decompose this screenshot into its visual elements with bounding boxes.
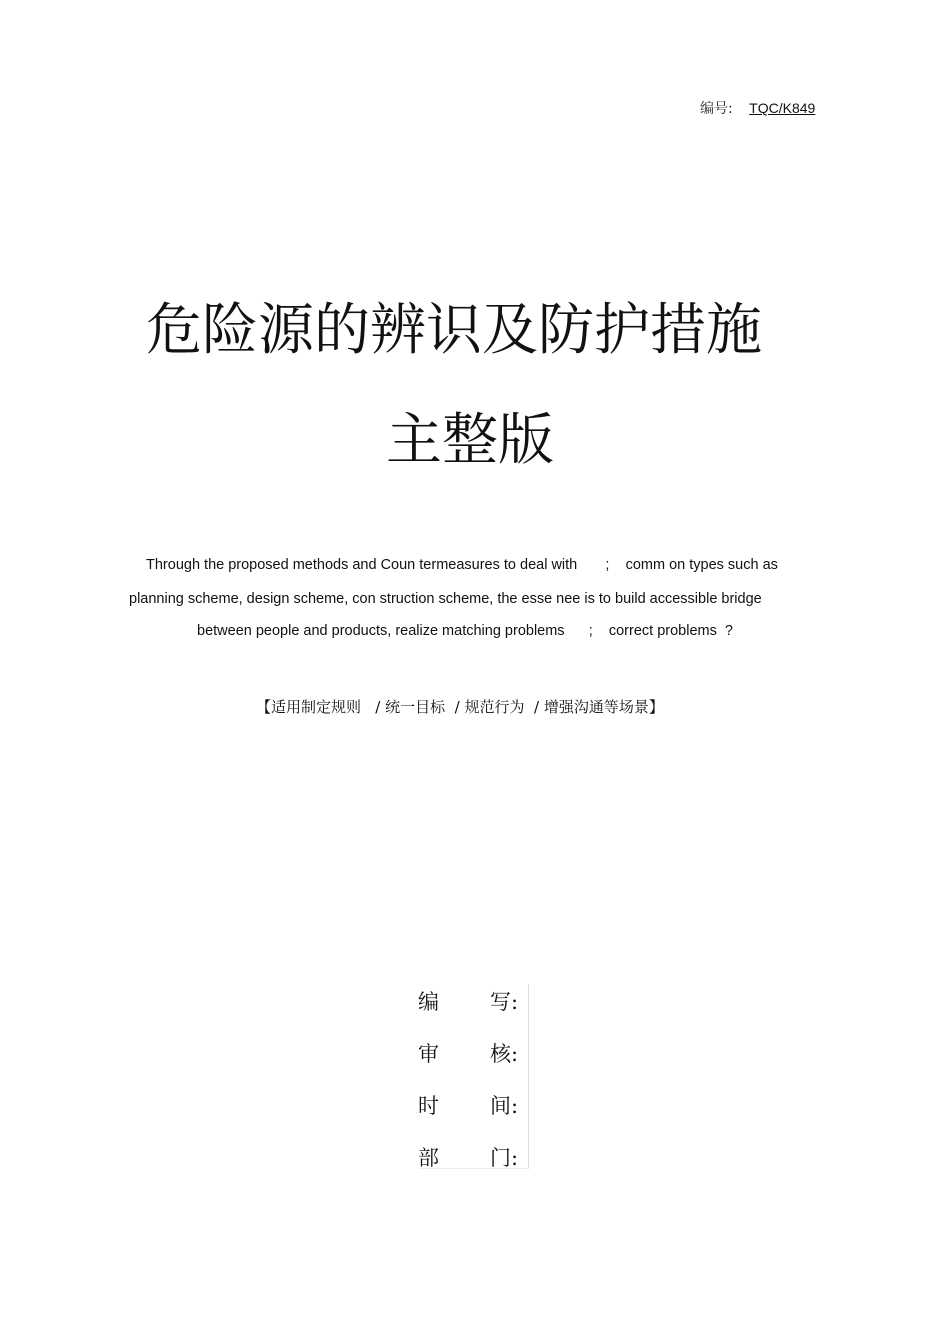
description-line-1: Through the proposed methods and Coun termeasures to deal with ; comm on types such as: [146, 557, 778, 573]
document-title-line-2: 主整版: [386, 408, 554, 473]
signature-row-department: [418, 1142, 520, 1172]
document-title-line-1: 危险源的辨识及防护措施: [146, 298, 762, 363]
signature-label-part1: 编: [418, 990, 439, 1014]
document-number-label: 编号:: [700, 101, 733, 117]
document-number-value: TQC/K849: [749, 100, 816, 116]
signature-label-part1: 部: [418, 1146, 439, 1170]
signature-label-part1: 时: [418, 1094, 439, 1118]
signature-block: [418, 984, 529, 1169]
signature-label-part2: 门:: [490, 1146, 519, 1170]
applicable-scenes: 【适用制定规则 / 统一目标 / 规范行为 / 增强沟通等场景】: [256, 698, 664, 716]
signature-label-part2: 写:: [490, 990, 519, 1014]
description-line-2: planning scheme, design scheme, con struction scheme, the esse nee is to build accessible bridge: [129, 591, 762, 607]
description-line-3: between people and products, realize matching problems ; correct problems ?: [197, 623, 733, 639]
signature-label-part1: 审: [418, 1042, 439, 1066]
signature-row-date: [418, 1090, 520, 1120]
document-number: [700, 98, 819, 118]
signature-row-author: [418, 986, 520, 1016]
signature-row-reviewer: [418, 1038, 520, 1068]
signature-label-part2: 核:: [490, 1042, 519, 1066]
signature-label-part2: 间:: [490, 1094, 519, 1118]
